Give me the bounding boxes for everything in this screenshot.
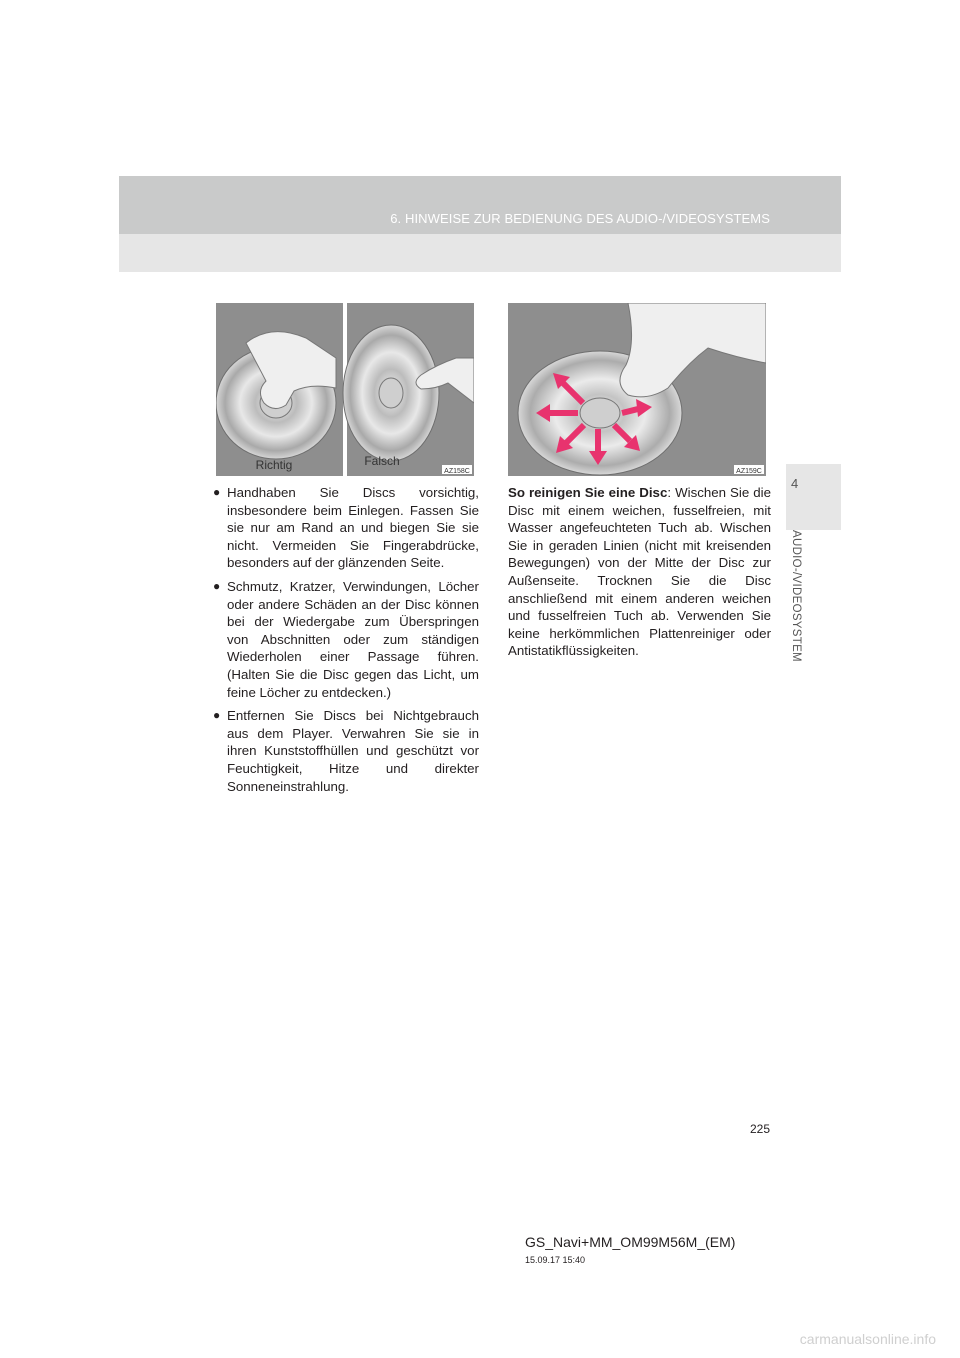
bullet-text: Schmutz, Kratzer, Verwindungen, Löcher oder andere Schäden an der Disc können bei der Wiedergabe zum Überspringen von Abschnitten oder zum ständigen Wiederholen einer Passage führen. (Halten Sie die Disc gegen das Licht, um feine Löcher zu entdecken.) <box>227 578 479 700</box>
chapter-number: 4 <box>791 476 799 491</box>
document-timestamp: 15.09.17 15:40 <box>525 1255 586 1265</box>
cleaning-separator: : <box>667 485 676 500</box>
list-item <box>213 484 479 572</box>
handling-bullet-list <box>213 484 479 801</box>
disc-handling-figure <box>216 303 474 476</box>
figure-code-left: AZ158C <box>444 468 470 475</box>
watermark: carmanualsonline.info <box>799 1331 936 1347</box>
chapter-tab <box>786 464 841 530</box>
chapter-label <box>786 530 810 760</box>
header-subband <box>119 234 841 272</box>
bullet-icon: ● <box>213 708 221 723</box>
bullet-text: Handhaben Sie Discs vorsichtig, insbesondere beim Einlegen. Fassen Sie sie nur am Rand an und biegen Sie sie nicht. Vermeiden Sie Fingerabdrücke, besonders auf der glänzenden Seite. <box>227 485 479 571</box>
chapter-label-text: AUDIO-/VIDEOSYSTEM <box>790 530 802 662</box>
arrow-right <box>622 409 638 413</box>
document-id: GS_Navi+MM_OM99M56M_(EM) <box>525 1234 736 1250</box>
list-item <box>213 578 479 701</box>
list-item <box>213 707 479 795</box>
figure-code-right: AZ159C <box>736 468 762 475</box>
bullet-icon: ● <box>213 578 221 593</box>
label-correct: Richtig <box>255 458 293 472</box>
bullet-icon: ● <box>213 485 221 499</box>
cleaning-body: Wischen Sie die Disc mit einem weichen, fusselfreien, mit Wasser angefeuchteten Tuch ab. Wischen Sie in geraden Linien (nicht mit kreisenden Bewegungen) von der Mitte der Disc zur Außenseite. Trocknen Sie die Disc anschließend mit einem anderen weichen und fusselfreien Tuch ab. Verwenden Sie keine herkömmlichen Plattenreiniger oder Antistatikflüssigkeiten. <box>508 485 772 659</box>
disc-cleaning-figure <box>508 303 766 476</box>
cleaning-heading: So reinigen Sie eine Disc <box>508 485 668 500</box>
section-title: 6. HINWEISE ZUR BEDIENUNG DES AUDIO-/VIDEOSYSTEMS <box>390 211 770 226</box>
bullet-text: Entfernen Sie Discs bei Nichtgebrauch aus dem Player. Verwahren Sie sie in ihren Kunststoffhüllen und geschützt vor Feuchtigkeit, Hitze und direkter Sonneneinstrahlung. <box>227 708 479 794</box>
label-wrong: Falsch <box>364 454 400 468</box>
page-number: 225 <box>750 1122 771 1136</box>
cleaning-instructions <box>508 484 771 660</box>
